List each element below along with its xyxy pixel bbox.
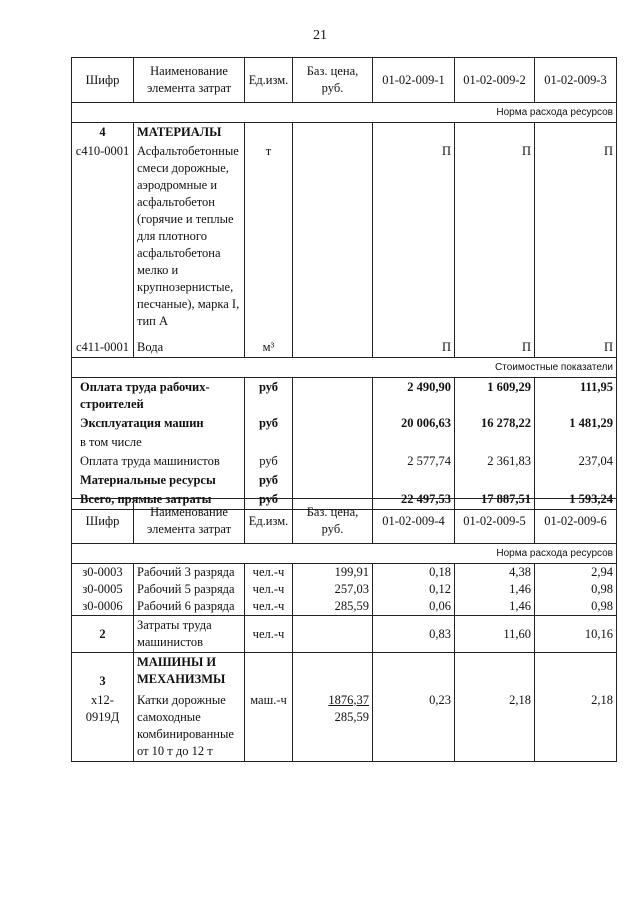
- row-v1: П: [373, 142, 455, 331]
- row-code: х12-0919Д: [72, 691, 134, 762]
- cost-v2: 2 361,83: [455, 452, 535, 471]
- cost-v1: 2 490,90: [373, 377, 455, 414]
- cost-v3: [535, 471, 617, 490]
- cost-v2: [455, 471, 535, 490]
- row-v3: 2,94: [535, 564, 617, 582]
- row-name: Катки дорожные самоходные комбинированные от 10 т до 12 т: [134, 691, 245, 762]
- cost-v2: 1 609,29: [455, 377, 535, 414]
- row-v3: 0,98: [535, 598, 617, 616]
- row-name: Асфальтобетонные смеси дорожные, аэродромные и асфальтобетон (горячие и теплые для плотного асфальтобетона мелко и крупнозернистые, песчаные), марка I, тип А: [134, 142, 245, 331]
- row-v1: 0,23: [373, 691, 455, 762]
- row-v1: 0,83: [373, 616, 455, 653]
- cost-unit: руб: [245, 452, 293, 471]
- cost-name: Оплата труда машинистов: [72, 452, 245, 471]
- row-price: [293, 142, 373, 331]
- header-name: Наименование элемента затрат: [134, 58, 245, 103]
- row-v3: 2,18: [535, 691, 617, 762]
- header-col3: 01-02-009-6: [535, 499, 617, 544]
- row-v2: 4,38: [455, 564, 535, 582]
- header-col2: 01-02-009-2: [455, 58, 535, 103]
- table-row: [72, 598, 617, 616]
- section-code: 4: [72, 123, 134, 143]
- row-v3: 10,16: [535, 616, 617, 653]
- header-unit: Ед.изм.: [245, 499, 293, 544]
- cost-name: Материальные ресурсы: [72, 471, 245, 490]
- cost-v1: 22 497,53: [373, 490, 455, 510]
- row-name: Затраты труда машинистов: [134, 616, 245, 653]
- row-v1: 0,06: [373, 598, 455, 616]
- cost-name: в том числе: [72, 433, 245, 452]
- table-row: [72, 564, 617, 582]
- cost-v2: 16 278,22: [455, 414, 535, 433]
- row-unit: чел.-ч: [245, 581, 293, 598]
- band-costs: Стоимостные показатели: [72, 357, 617, 377]
- band-norms: Норма расхода ресурсов: [72, 544, 617, 564]
- table-header: [72, 499, 617, 544]
- resource-table-2: [71, 498, 617, 762]
- row-v2: П: [455, 331, 535, 357]
- cost-row: [72, 433, 617, 452]
- row-price-main: 1876,37: [328, 692, 369, 707]
- row-v2: 11,60: [455, 616, 535, 653]
- row-v2: 1,46: [455, 598, 535, 616]
- header-price: Баз. цена, руб.: [293, 499, 373, 544]
- row-price: 199,91: [293, 564, 373, 582]
- resource-table-1: [71, 57, 617, 510]
- cost-v2: 17 887,51: [455, 490, 535, 510]
- row-v1: 0,12: [373, 581, 455, 598]
- section-code: 3: [72, 653, 134, 691]
- header-col1: 01-02-009-4: [373, 499, 455, 544]
- row-code: з0-0005: [72, 581, 134, 598]
- row-v2: 2,18: [455, 691, 535, 762]
- row-price: 257,03: [293, 581, 373, 598]
- page-number: 21: [313, 28, 327, 43]
- header-price: Баз. цена, руб.: [293, 58, 373, 103]
- table-row: [72, 123, 617, 143]
- section-title: МАТЕРИАЛЫ: [134, 123, 245, 143]
- table-row: [72, 142, 617, 331]
- cost-unit: руб: [245, 490, 293, 510]
- row-price: 285,59: [293, 598, 373, 616]
- cost-v1: [373, 471, 455, 490]
- band-norms: Норма расхода ресурсов: [72, 103, 617, 123]
- cost-name: Всего, прямые затраты: [72, 490, 245, 510]
- table-row: [72, 653, 617, 691]
- cost-v1: 20 006,63: [373, 414, 455, 433]
- row-name: Рабочий 3 разряда: [134, 564, 245, 582]
- row-name: Рабочий 5 разряда: [134, 581, 245, 598]
- header-name: Наименование элемента затрат: [134, 499, 245, 544]
- row-unit: маш.-ч: [245, 691, 293, 762]
- table-row: [72, 691, 617, 762]
- row-code: з0-0003: [72, 564, 134, 582]
- cost-v3: 111,95: [535, 377, 617, 414]
- row-v3: 0,98: [535, 581, 617, 598]
- row-unit: чел.-ч: [245, 564, 293, 582]
- header-code: Шифр: [72, 58, 134, 103]
- row-v2: П: [455, 142, 535, 331]
- table-row: [72, 616, 617, 653]
- row-v3: П: [535, 142, 617, 331]
- table-row: [72, 331, 617, 357]
- row-v2: 1,46: [455, 581, 535, 598]
- row-code: с411-0001: [72, 331, 134, 357]
- header-col3: 01-02-009-3: [535, 58, 617, 103]
- row-name: Вода: [134, 331, 245, 357]
- row-unit: т: [245, 142, 293, 331]
- row-unit: чел.-ч: [245, 598, 293, 616]
- cost-v3: 237,04: [535, 452, 617, 471]
- row-name: Рабочий 6 разряда: [134, 598, 245, 616]
- cost-v3: 1 593,24: [535, 490, 617, 510]
- cost-unit: руб: [245, 377, 293, 414]
- header-col2: 01-02-009-5: [455, 499, 535, 544]
- cost-v1: 2 577,74: [373, 452, 455, 471]
- cost-row: [72, 452, 617, 471]
- row-price: [293, 331, 373, 357]
- table-header: [72, 58, 617, 103]
- row-code: с410-0001: [72, 142, 134, 331]
- cost-unit: руб: [245, 414, 293, 433]
- row-price-secondary: 285,59: [334, 709, 369, 724]
- cost-row: [72, 377, 617, 414]
- header-code: Шифр: [72, 499, 134, 544]
- row-v1: 0,18: [373, 564, 455, 582]
- row-unit: м³: [245, 331, 293, 357]
- cost-name: Эксплуатация машин: [72, 414, 245, 433]
- cost-v3: 1 481,29: [535, 414, 617, 433]
- row-unit: чел.-ч: [245, 616, 293, 653]
- section-title: МАШИНЫ И МЕХАНИЗМЫ: [134, 653, 245, 691]
- row-price: [293, 691, 373, 762]
- cost-row: [72, 471, 617, 490]
- row-code: 2: [72, 616, 134, 653]
- cost-name: Оплата труда рабочих-строителей: [72, 377, 245, 414]
- row-code: з0-0006: [72, 598, 134, 616]
- header-unit: Ед.изм.: [245, 58, 293, 103]
- cost-unit: руб: [245, 471, 293, 490]
- table-row: [72, 581, 617, 598]
- header-col1: 01-02-009-1: [373, 58, 455, 103]
- row-v1: П: [373, 331, 455, 357]
- cost-row: [72, 414, 617, 433]
- row-v3: П: [535, 331, 617, 357]
